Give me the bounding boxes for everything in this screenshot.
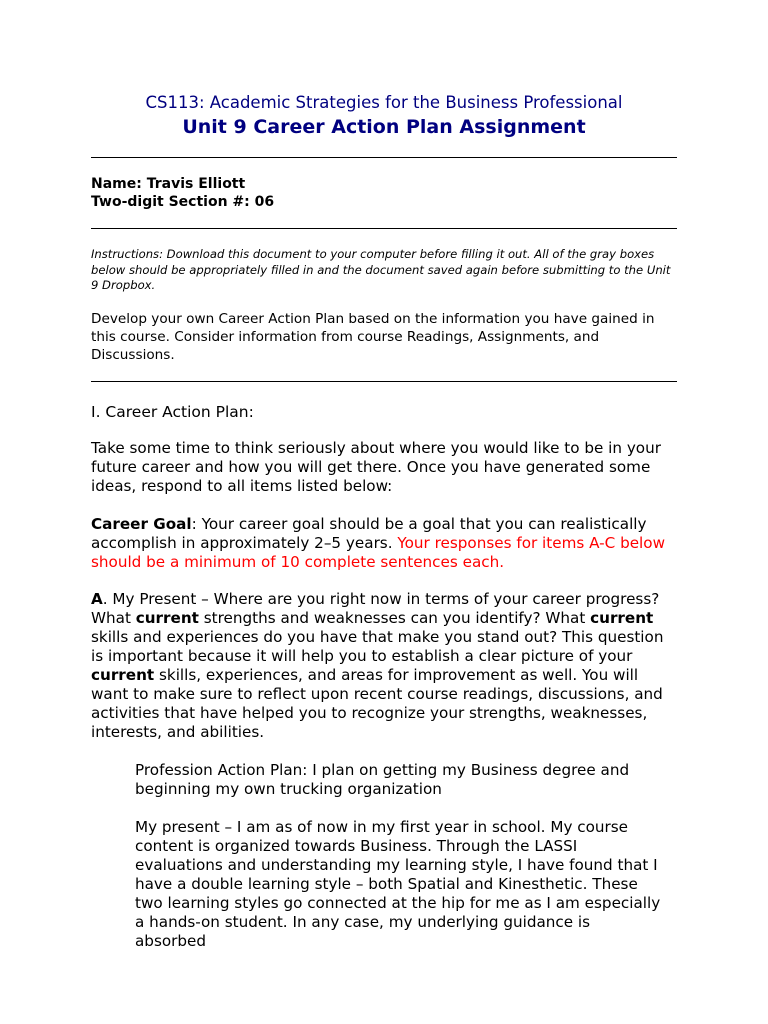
current-emphasis: current	[91, 666, 155, 684]
develop-text: Develop your own Career Action Plan based on the information you have gained in this course. Consider information from course Readings, Assignments, and Discussions.	[91, 311, 655, 363]
section-heading: I. Career Action Plan:	[91, 403, 254, 421]
profession-action-plan-answer: Profession Action Plan: I plan on getting my Business degree and beginning my own trucking organization	[135, 761, 630, 798]
career-goal-requirement: Your responses for items A-C below should be a minimum of 10 complete sentences each.	[91, 534, 665, 571]
name-label: Name:	[91, 176, 142, 192]
student-name-line	[91, 175, 245, 194]
current-emphasis: current	[135, 609, 199, 627]
career-goal-paragraph	[91, 515, 677, 572]
item-a-paragraph	[91, 590, 677, 742]
intro-paragraph: Take some time to think seriously about where you would like to be in your future career and how you will get there. Once you have generated some ideas, respond to all items listed below:	[91, 439, 661, 495]
unit-title: Unit 9 Career Action Plan Assignment	[182, 116, 586, 138]
horizontal-rule	[91, 157, 677, 158]
item-a-text-1: . My Present – Where are you right now in terms of your career progress? What	[91, 590, 660, 627]
item-a-text-4: skills, experiences, and areas for improvement as well. You will want to make sure to reflect upon recent course readings, discussions, and activities that have helped you to recognize your strengths, weaknesses, interests, and abilities.	[91, 666, 663, 741]
instructions-text: Instructions: Download this document to your computer before filling it out. All of the gray boxes below should be appropriately filled in and the document saved again before submitting to the Unit 9 Dropbox.	[91, 247, 671, 292]
item-a-text-3: skills and experiences do you have that make you stand out? This question is important because it will help you to establish a clear picture of your	[91, 628, 664, 665]
horizontal-rule	[91, 228, 677, 229]
course-title: CS113: Academic Strategies for the Business Professional	[145, 93, 623, 112]
name-value: Travis Elliott	[146, 176, 246, 192]
section-label: Two-digit Section #:	[91, 194, 250, 210]
career-goal-text: : Your career goal should be a goal that you can realistically accomplish in approximately 2–5 years.	[91, 515, 647, 552]
section-number-line	[91, 193, 274, 212]
item-a-label: A	[91, 590, 103, 608]
my-present-answer: My present – I am as of now in my first year in school. My course content is organized towards Business. Through the LASSI evaluations and understanding my learning style, I have found that I have a double learning style – both Spatial and Kinesthetic. These two learning styles go connected at the hip for me as I am especially a hands-on student. In any case, my underlying guidance is absorbed	[135, 818, 661, 950]
current-emphasis: current	[590, 609, 654, 627]
item-a-text-2: strengths and weaknesses can you identify? What	[198, 609, 591, 627]
section-value: 06	[254, 194, 275, 210]
horizontal-rule	[91, 381, 677, 382]
career-goal-label: Career Goal	[91, 515, 192, 533]
